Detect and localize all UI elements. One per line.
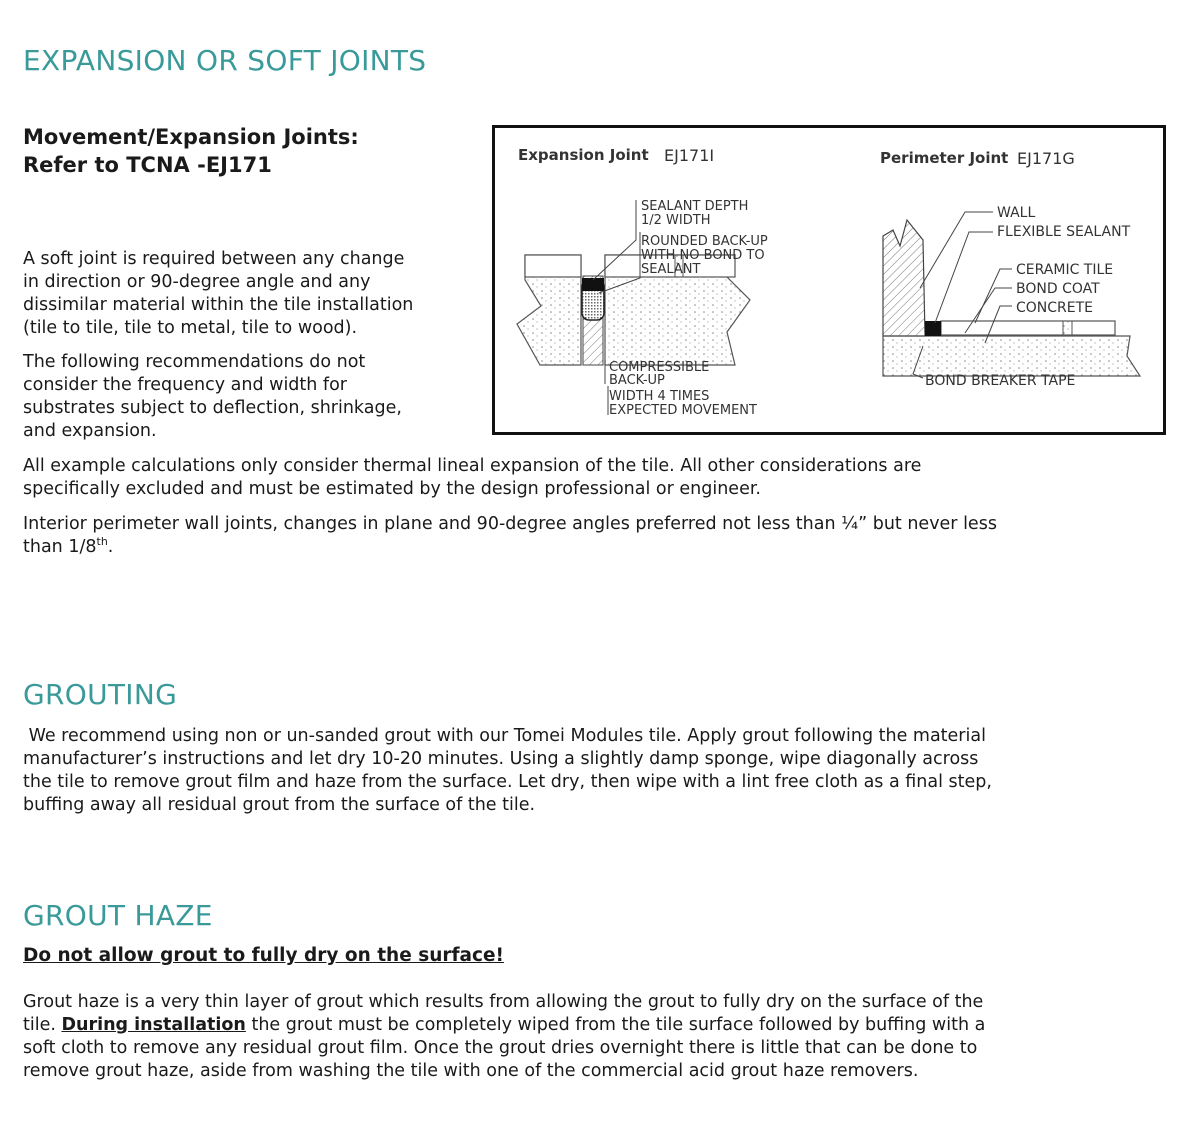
perimeter-joint-title: Perimeter Joint <box>880 149 1009 167</box>
expansion-joint-code: EJ171Ι <box>664 146 715 165</box>
superscript: th <box>96 535 108 549</box>
label-sealant-depth: 1/2 WIDTH <box>641 213 711 228</box>
subheading-line: Refer to TCNA -EJ171 <box>23 153 272 177</box>
text-line: specifically excluded and must be estimated by the design professional or engineer. <box>23 479 761 499</box>
perimeter-joint-code: EJ171G <box>1017 149 1075 168</box>
tile-grout <box>1063 321 1072 335</box>
text-line: dissimilar material within the tile installation <box>23 295 414 315</box>
wall <box>883 220 925 336</box>
label-sealant-depth: SEALANT DEPTH <box>641 199 749 214</box>
text-line: We recommend using non or un-sanded grout with our Tomei Modules tile. Apply grout following the material <box>23 726 986 746</box>
label-rounded-backup: WITH NO BOND TO <box>641 248 765 263</box>
text-line: in direction or 90-degree angle and any <box>23 272 371 292</box>
text-line: remove grout haze, aside from washing the tile with one of the commercial acid grout haze removers. <box>23 1061 919 1081</box>
tile-left <box>525 255 581 277</box>
text-line: Interior perimeter wall joints, changes in plane and 90-degree angles preferred not less than ¼” but never less <box>23 514 997 534</box>
section-heading-expansion: EXPANSION OR SOFT JOINTS <box>23 44 427 77</box>
label-wall: WALL <box>997 205 1036 221</box>
joint-diagram-figure <box>492 125 1166 435</box>
expansion-paragraph-1 <box>23 248 473 340</box>
text-line: soft cloth to remove any residual grout film. Once the grout dries overnight there is little that can be done to <box>23 1038 978 1058</box>
expansion-paragraph-3 <box>23 455 1173 501</box>
grouting-paragraph <box>23 725 1183 817</box>
expansion-paragraph-4 <box>23 513 1173 559</box>
perimeter-joint-diagram <box>880 149 1140 389</box>
text-line: All example calculations only consider thermal lineal expansion of the tile. All other considerations are <box>23 456 922 476</box>
label-bond-breaker-tape: BOND BREAKER TAPE <box>925 373 1076 389</box>
section-heading-grout-haze: GROUT HAZE <box>23 899 213 932</box>
label-width: WIDTH 4 TIMES <box>609 389 710 404</box>
text-line <box>23 1014 1183 1037</box>
text-line: consider the frequency and width for <box>23 375 347 395</box>
section-heading-grouting: GROUTING <box>23 678 178 711</box>
text-line: (tile to tile, tile to metal, tile to wood). <box>23 318 358 338</box>
text-line: A soft joint is required between any change <box>23 249 405 269</box>
joint-diagram <box>495 128 1163 432</box>
label-flexible-sealant: FLEXIBLE SEALANT <box>997 224 1131 240</box>
text-line: the tile to remove grout film and haze from the surface. Let dry, then wipe with a lint free cloth as a final step, <box>23 772 992 792</box>
label-rounded-backup: ROUNDED BACK-UP <box>641 234 768 249</box>
text-line: Grout haze is a very thin layer of grout which results from allowing the grout to fully dry on the surface of the <box>23 992 984 1012</box>
label-ceramic-tile: CERAMIC TILE <box>1016 262 1114 278</box>
text-span: the grout must be completely wiped from the tile surface followed by buffing with a <box>245 1015 986 1035</box>
concrete-slab <box>883 336 1140 376</box>
text-line: The following recommendations do not <box>23 352 366 372</box>
subheading-line: Movement/Expansion Joints: <box>23 125 359 149</box>
expansion-subheading <box>23 123 359 179</box>
text-span: tile. <box>23 1015 62 1035</box>
text-span: . <box>107 537 114 557</box>
label-bond-coat: BOND COAT <box>1016 281 1100 297</box>
label-concrete: CONCRETE <box>1016 300 1094 316</box>
text-line: manufacturer’s instructions and let dry 10-20 minutes. Using a slightly damp sponge, wipe diagonally across <box>23 749 979 769</box>
label-rounded-backup: SEALANT <box>641 262 701 277</box>
grout-haze-warning: Do not allow grout to fully dry on the surface! <box>23 945 504 966</box>
expansion-joint-title: Expansion Joint <box>518 146 649 164</box>
flexible-sealant <box>925 321 941 336</box>
label-compressible: COMPRESSIBLE <box>609 360 710 375</box>
expansion-joint-diagram <box>517 146 768 418</box>
text-line <box>23 536 1173 559</box>
label-width: EXPECTED MOVEMENT <box>609 403 757 418</box>
text-span: than 1/8 <box>23 537 97 557</box>
text-line: substrates subject to deflection, shrinkage, <box>23 398 402 418</box>
expansion-paragraph-2 <box>23 351 473 443</box>
label-compressible: BACK-UP <box>609 373 665 388</box>
ceramic-tile <box>941 321 1115 335</box>
text-line: and expansion. <box>23 421 157 441</box>
grout-haze-paragraph <box>23 991 1183 1083</box>
text-line: buffing away all residual grout from the surface of the tile. <box>23 795 536 815</box>
emphasis-during-installation: During installation <box>61 1015 246 1035</box>
